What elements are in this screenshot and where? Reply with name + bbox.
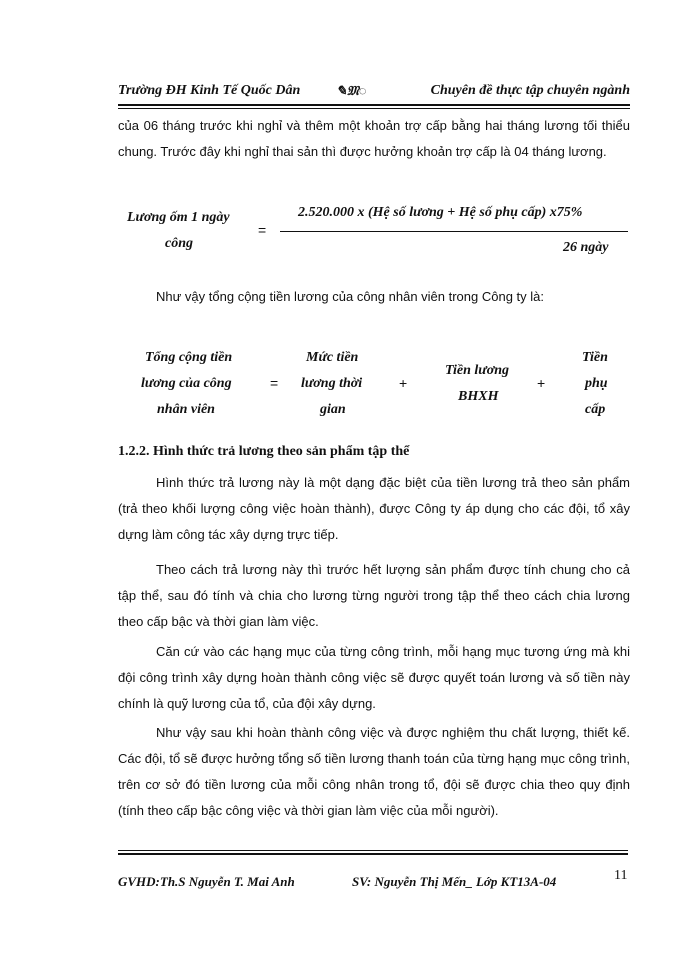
paragraph-1: Hình thức trả lương này là một dạng đặc biệt của tiền lương trả theo sản phẩm (trả theo khối lượng công việc hoàn thành), được Công ty áp dụng cho các đội, tổ xây dựng làm công tác xây dựng trực tiếp. xyxy=(118,475,630,542)
header-school: Trường ĐH Kinh Tế Quốc Dân xyxy=(118,83,301,98)
footer-rule-thin xyxy=(118,850,628,851)
formula2-term2-line1: Mức tiền xyxy=(306,350,359,365)
formula1-lhs-line1: Lương ốm 1 ngày xyxy=(127,210,230,225)
paragraph-3: Căn cứ vào các hạng mục của từng công trình, mỗi hạng mục tương ứng mà khi đội công trình xây dựng hoàn thành công việc sẽ được quyết toán lương và số tiền này chính là quỹ lương của tổ, của đội xây dựng. xyxy=(118,644,630,711)
section-title: 1.2.2. Hình thức trả lương theo sản phẩm tập thể xyxy=(118,444,410,459)
formula2-term3-line1: Tiền lương xyxy=(445,363,509,378)
footer-advisor: GVHD:Th.S Nguyễn T. Mai Anh xyxy=(118,874,295,889)
header-topic: Chuyên đề thực tập chuyên ngành xyxy=(430,83,630,98)
paragraph-4: Như vậy sau khi hoàn thành công việc và được nghiệm thu chất lượng, thiết kế. Các đội, tổ sẽ được hưởng tổng số tiền lương thanh toán của từng hạng mục công trình, trên cơ sở đó tiền lương của mỗi công nhân trong tổ, đội sẽ được chia theo quy định (tính theo cấp bậc công việc và thời gian làm việc của mỗi người). xyxy=(118,725,630,818)
formula1-equals: = xyxy=(258,222,267,238)
formula2-term1-line1: Tổng cộng tiền xyxy=(145,350,233,365)
header-rule-thin xyxy=(118,108,630,109)
formula1-denominator: 26 ngày xyxy=(563,240,609,255)
formula2-term3-line2: BHXH xyxy=(458,389,499,404)
formula1-numerator: 2.520.000 x (Hệ số lương + Hệ số phụ cấp) x75% xyxy=(298,205,583,220)
formula2-term2-line2: lương thời xyxy=(301,376,363,391)
formula2-plus2: + xyxy=(537,375,546,391)
formula2-equals: = xyxy=(270,375,279,391)
footer-rule xyxy=(118,853,628,855)
paragraph-2: Theo cách trả lương này thì trước hết lượng sản phẩm được tính chung cho cả tập thể, sau đó tính và chia cho lương từng người trong tập thể theo cách chia lương theo cấp bậc và thời gian làm việc. xyxy=(118,562,630,629)
footer-student: SV: Nguyễn Thị Mến_ Lớp KT13A-04 xyxy=(352,874,557,889)
formula2-term1-line3: nhân viên xyxy=(157,402,215,417)
header-logo-icon: ✎𝔐◌ xyxy=(336,83,367,98)
header-rule xyxy=(118,104,630,106)
formula2-term4-line1: Tiền xyxy=(582,350,608,365)
intro-paragraph: của 06 tháng trước khi nghỉ và thêm một khoản trợ cấp bằng hai tháng lương tối thiểu chung. Trước đây khi nghỉ thai sản thì được hưởng khoản trợ cấp là 04 tháng lương. xyxy=(118,118,630,159)
formula2-term1-line2: lương của công xyxy=(141,376,232,391)
formula2-term4-line3: cấp xyxy=(585,402,606,417)
total-intro: Như vậy tổng cộng tiền lương của công nhân viên trong Công ty là: xyxy=(156,289,545,304)
formula2-term2-line3: gian xyxy=(320,402,346,417)
formula1-lhs-line2: công xyxy=(165,236,193,251)
formula1-fraction-line xyxy=(280,231,628,232)
formula2-plus1: + xyxy=(399,375,408,391)
formula2-term4-line2: phụ xyxy=(585,376,608,391)
page-number: 11 xyxy=(614,868,628,883)
page-header xyxy=(118,83,630,103)
